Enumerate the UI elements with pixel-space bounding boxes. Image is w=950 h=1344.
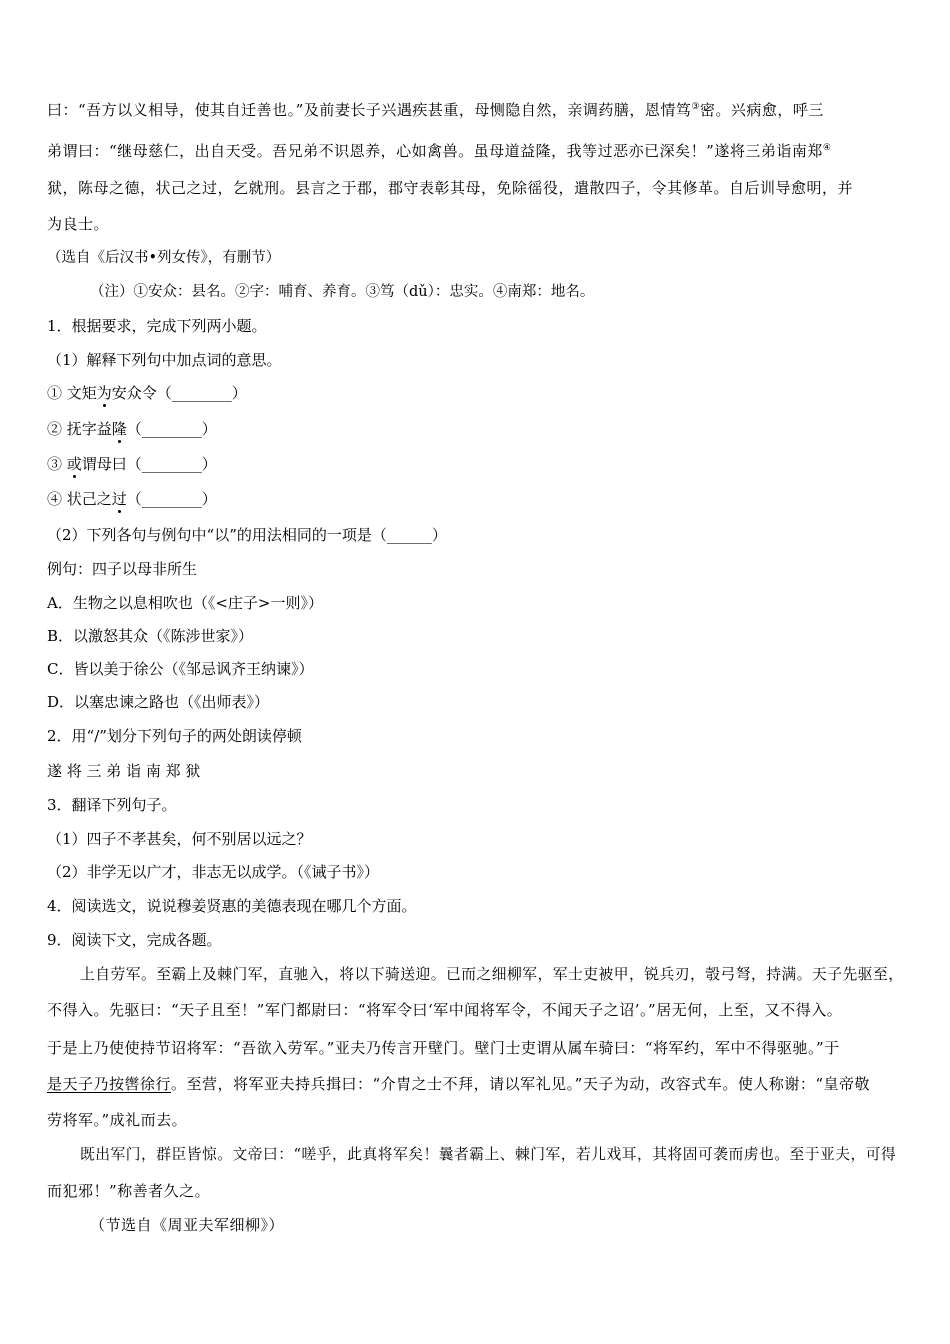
passage1-line-4: 为良士。 bbox=[47, 215, 110, 233]
question-1: 1．根据要求，完成下列两小题。 bbox=[47, 317, 267, 335]
question-4: 4．阅读选文，说说穆姜贤惠的美德表现在哪几个方面。 bbox=[47, 897, 417, 915]
option-a: A．生物之以息相吹也（《<庄子>一则》） bbox=[47, 594, 323, 612]
passage1-notes: （注）①安众：县名。②字：哺育、养育。③笃（dǔ）：忠实。④南郑：地名。 bbox=[90, 284, 595, 300]
question-1-1: （1）解释下列句中加点词的意思。 bbox=[47, 351, 282, 369]
passage2-line-5: 劳将军。”成礼而去。 bbox=[47, 1111, 188, 1129]
question-1-2: （2）下列各句与例句中“以”的用法相同的一项是（______） bbox=[47, 526, 447, 544]
dotted-word: 隆 bbox=[111, 420, 127, 438]
footnote-mark-3: ③ bbox=[691, 102, 700, 112]
passage1-source: （选自《后汉书•列女传》，有删节） bbox=[47, 250, 281, 266]
q1-item-3: ③ 或谓母曰（________） bbox=[47, 455, 217, 473]
footnote-mark-4: ④ bbox=[822, 143, 832, 153]
passage2-line-2: 不得入。先驱曰：“天子且至！”军门都尉曰：“将军令曰‘军中闻将军令，不闻天子之诏’。”居无何，上至，又不得入。 bbox=[47, 1001, 843, 1019]
option-d: D．以塞忠谏之路也（《出师表》） bbox=[47, 693, 270, 711]
passage2-line-6: 既出军门，群臣皆惊。文帝曰：“嗟乎，此真将军矣！曩者霸上、棘门军，若儿戏耳，其将固可袭而虏也。至于亚夫，可得 bbox=[80, 1146, 897, 1163]
dotted-word: 为 bbox=[96, 384, 112, 402]
dotted-word: 或 bbox=[66, 455, 82, 473]
passage2-line-3: 于是上乃使使持节诏将军：“吾欲入劳军。”亚夫乃传言开壁门。壁门士吏谓从属车骑曰：“将军约，军中不得驱驰。”于 bbox=[47, 1039, 840, 1057]
question-2: 2．用“/”划分下列句子的两处朗读停顿 bbox=[47, 727, 302, 745]
question-9: 9．阅读下文，完成各题。 bbox=[47, 931, 222, 949]
passage1-line-3: 狱，陈母之德，状己之过，乞就刑。县言之于郡，郡守表彰其母，免除徭役，遣散四子，令其修革。自后训导愈明，并 bbox=[47, 179, 854, 197]
question-2-sentence: 遂 将 三 弟 诣 南 郑 狱 bbox=[47, 762, 201, 780]
example-sentence: 例句：四子以母非所生 bbox=[47, 560, 198, 578]
passage2-source: （节选自《周亚夫军细柳》） bbox=[90, 1216, 285, 1234]
q1-item-1: ① 文矩为安众令（________） bbox=[47, 384, 247, 402]
passage2-line-4: 是天子乃按辔徐行。至营，将军亚夫持兵揖曰：“介胄之士不拜，请以军礼见。”天子为动，改容式车。使人称谢：“皇帝敬 bbox=[47, 1075, 871, 1093]
passage2-line-7: 而犯邪！”称善者久之。 bbox=[47, 1182, 211, 1200]
question-3-1: （1）四子不孝甚矣，何不别居以远之？ bbox=[47, 830, 312, 848]
passage2-line-1: 上自劳军。至霸上及棘门军，直驰入，将以下骑送迎。已而之细柳军，军士吏被甲，锐兵刃，彀弓弩，持满。天子先驱至， bbox=[80, 966, 904, 983]
underlined-sentence: 是天子乃按辔徐行 bbox=[47, 1075, 172, 1093]
option-c: C．皆以美于徐公（《邹忌讽齐王纳谏》） bbox=[47, 660, 314, 678]
dotted-word: 过 bbox=[111, 490, 127, 508]
q1-item-2: ② 抚字益隆（________） bbox=[47, 420, 217, 438]
passage1-line-2: 弟谓曰：“继母慈仁，出自天受。吾兄弟不识恩养，心如禽兽。虽母道益隆，我等过恶亦已深矣！”遂将三弟诣南郑④ bbox=[47, 142, 832, 160]
option-b: B．以激怒其众（《陈涉世家》） bbox=[47, 627, 254, 645]
question-3-2: （2）非学无以广才，非志无以成学。（《诫子书》） bbox=[47, 863, 380, 881]
question-3: 3．翻译下列句子。 bbox=[47, 796, 177, 814]
passage1-line-1: 曰：“吾方以义相导，使其自迁善也。”及前妻长子兴遇疾甚重，母恻隐自然，亲调药膳，恩情笃③密。兴病愈，呼三 bbox=[47, 101, 824, 119]
q1-item-4: ④ 状己之过（________） bbox=[47, 490, 217, 508]
